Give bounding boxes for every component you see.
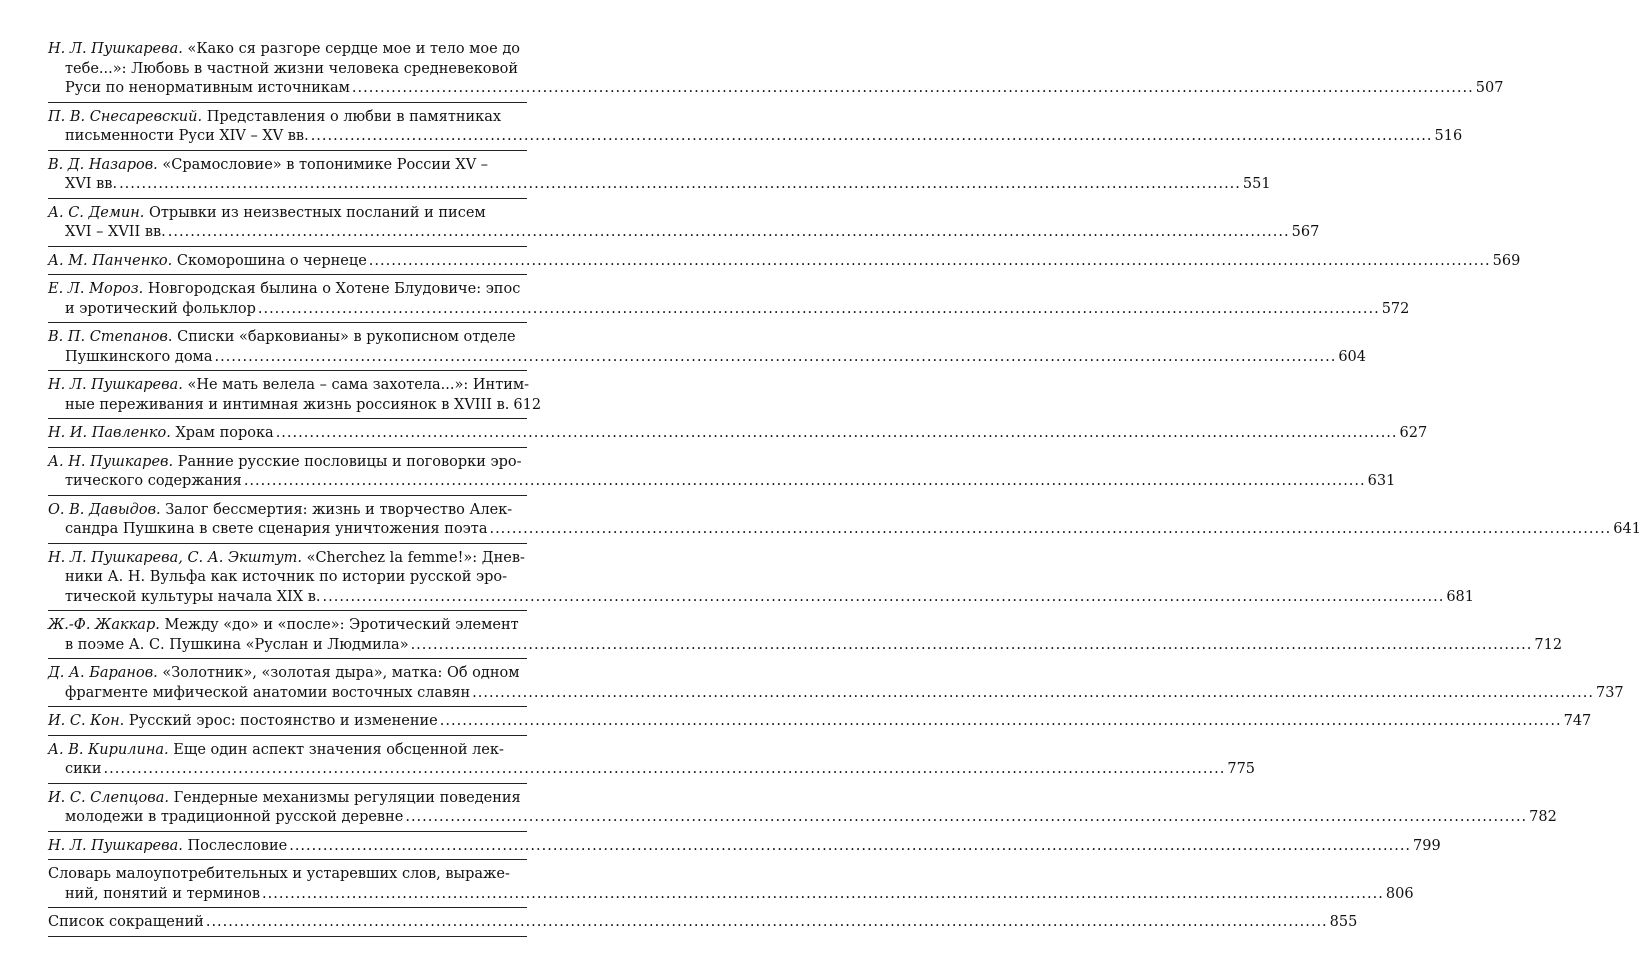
toc-entry[interactable] (48, 865, 1414, 908)
toc-entry-line (48, 712, 1592, 732)
toc-entry-text (48, 712, 438, 732)
toc-entry-text (65, 79, 350, 99)
toc-leader-dots: ........................................................................................................................................................................................................ (368, 252, 1491, 269)
toc-leader-dots: ........................................................................................................................................................................................................ (322, 588, 1445, 605)
toc-entry[interactable] (48, 616, 1563, 659)
toc-title-text: в поэме А. С. Пушкина «Руслан и Людмила» (65, 636, 409, 653)
toc-title-text: Ранние русские пословицы и поговорки эро- (177, 453, 522, 470)
toc-entry-line (48, 913, 1358, 933)
toc-entry[interactable] (48, 712, 1592, 736)
toc-entry-line (48, 664, 527, 684)
toc-page-number: 507 (1475, 80, 1504, 96)
toc-title-text: «Срамословие» в топонимике России XV – (162, 156, 489, 173)
toc-page-number: 799 (1413, 837, 1441, 854)
toc-entry-text (48, 157, 488, 173)
toc-entry[interactable] (48, 40, 1504, 103)
toc-page-number: 627 (1399, 425, 1428, 441)
toc-entry-text (65, 61, 518, 77)
toc-entry-text (48, 502, 512, 518)
toc-leader-dots: ........................................................................................................................................................................................................ (310, 128, 1433, 144)
toc-page-number: 516 (1434, 128, 1463, 144)
toc-entry-text (65, 348, 212, 368)
toc-entry[interactable] (48, 108, 1463, 151)
toc-entry-line (48, 396, 542, 416)
toc-page-number: 737 (1595, 684, 1624, 701)
toc-leader-dots: ........................................................................................................................................................................................................ (167, 224, 1290, 240)
toc-page-number: 806 (1385, 885, 1414, 902)
toc-entry-line (48, 108, 527, 128)
toc-author: Н. Л. Пушкарева, С. А. Экштут. (48, 549, 302, 566)
toc-entry-line (48, 472, 1396, 492)
toc-title-text: сандра Пушкина в свете сценария уничтожения поэта (65, 521, 488, 537)
toc-entry-text (48, 41, 520, 57)
toc-entry-line (48, 348, 1366, 368)
toc-page-number: 712 (1534, 636, 1563, 653)
toc-leader-dots: ........................................................................................................................................................................................................ (257, 300, 1380, 317)
toc-entry-text (65, 520, 487, 540)
toc-title-text: фрагменте мифической анатомии восточных славян (65, 684, 471, 701)
toc-title-text: Пушкинского дома (65, 348, 213, 365)
toc-entry-text (65, 472, 242, 492)
toc-entry-line (48, 175, 1271, 195)
toc-author: Н. Л. Пушкарева. (48, 41, 183, 57)
toc-author: Н. Л. Пушкарева. (48, 377, 183, 393)
toc-page-number: 747 (1563, 713, 1592, 729)
toc-title-text: тебе...»: Любовь в частной жизни человека средневековой (65, 60, 519, 77)
toc-title-text: тического содержания (65, 473, 242, 489)
toc-title-text: Залог бессмертия: жизнь и творчество Алек- (165, 501, 513, 518)
toc-entry-line (48, 300, 1410, 320)
toc-entry-text (48, 424, 274, 444)
toc-entry[interactable] (48, 376, 542, 419)
toc-entry-text (48, 742, 504, 758)
toc-title-text: Список сокращений (48, 914, 204, 930)
toc-author: А. М. Панченко. (48, 252, 173, 269)
toc-entry-line (48, 808, 1557, 828)
toc-title-text: Представления о любви в памятниках (206, 108, 502, 125)
toc-page-number: 604 (1338, 348, 1366, 365)
toc-author: В. П. Степанов. (48, 329, 173, 345)
toc-leader-dots: ........................................................................................................................................................................................................ (262, 885, 1384, 902)
toc-author: П. В. Снесаревский. (48, 108, 203, 125)
toc-leader-dots: ........................................................................................................................................................................................................ (410, 636, 1533, 653)
toc-entry[interactable] (48, 280, 1410, 323)
toc-entry-line (48, 501, 527, 521)
toc-entry-line (48, 789, 527, 809)
toc-title-text: ные переживания и интимная жизнь россиянок в XVIII в. (65, 396, 510, 413)
toc-title-text: «Не мать велела – сама захотела...»: Интим- (187, 377, 530, 393)
toc-entry-text (48, 281, 520, 297)
toc-entry-line (48, 204, 527, 224)
toc-entry-line (48, 549, 527, 569)
toc-entry-line (48, 223, 1320, 243)
toc-entry-line (48, 616, 527, 636)
toc-entry-line (48, 127, 1463, 147)
toc-entry-line (48, 424, 1428, 444)
toc-page-number: 775 (1227, 761, 1256, 777)
toc-entry-text (48, 866, 510, 882)
toc-author: А. С. Демин. (48, 204, 145, 221)
toc-title-text: ники А. Н. Вульфа как источник по истории русской эро- (65, 569, 508, 585)
toc-author: В. Д. Назаров. (48, 156, 158, 173)
toc-leader-dots: ........................................................................................................................................................................................................ (119, 176, 1241, 192)
toc-page-number: 782 (1529, 809, 1557, 825)
toc-author: Н. И. Павленко. (48, 425, 171, 441)
toc-title-text: ний, понятий и терминов (65, 885, 261, 902)
toc-entry-line (48, 60, 527, 80)
toc-title-text: Храм порока (175, 425, 274, 441)
toc-entry-text (65, 300, 256, 320)
toc-title-text: Послесловие (187, 837, 288, 854)
toc-entry-line (48, 453, 527, 473)
toc-entry[interactable] (48, 453, 1396, 496)
toc-entry-text (48, 252, 367, 272)
toc-entry-line (48, 684, 1624, 704)
toc-entry-line (48, 760, 1256, 780)
toc-author: Ж.-Ф. Жаккар. (48, 617, 160, 633)
toc-entry-text (65, 396, 509, 416)
toc-entry-line (48, 280, 527, 300)
toc-title-text: XVI – XVII вв. (65, 224, 166, 240)
toc-entry-line (48, 741, 527, 761)
toc-entry[interactable] (48, 789, 1557, 832)
toc-entry-text (48, 913, 204, 933)
toc-entry-line (48, 520, 1641, 540)
toc-leader-dots: ........................................................................................................................................................................................................ (472, 684, 1594, 701)
toc-entry-line (48, 40, 527, 60)
toc-leader-dots: ........................................................................................................................................................................................................ (205, 914, 1328, 930)
toc-author: А. Н. Пушкарев. (48, 453, 174, 470)
toc-entry[interactable] (48, 913, 1358, 937)
toc-title-text: письменности Руси XIV – XV вв. (65, 128, 309, 144)
toc-entry-text (48, 790, 521, 806)
toc-title-text: тической культуры начала XIX в. (65, 588, 321, 605)
toc-title-text: «Cherchez la femme!»: Днев- (306, 549, 525, 566)
toc-title-text: и эротический фольклор (65, 300, 256, 317)
toc-entry-line (48, 885, 1414, 905)
toc-entry-text (65, 588, 321, 608)
toc-entry-text (65, 175, 117, 195)
toc-title-text: Еще один аспект значения обсценной лек- (173, 741, 504, 758)
toc-entry[interactable] (48, 549, 1475, 612)
toc-entry-text (48, 454, 522, 470)
toc-entry-text (65, 808, 403, 828)
toc-leader-dots: ........................................................................................................................................................................................................ (489, 521, 1612, 537)
toc-entry-text (48, 205, 486, 221)
toc-title-text: Руси по ненормативным источникам (65, 80, 350, 96)
toc-entry-text (65, 760, 102, 780)
toc-entry-text (48, 329, 516, 345)
toc-page-number: 572 (1381, 300, 1410, 317)
toc-entry-line (48, 328, 527, 348)
toc-page-number: 641 (1613, 521, 1641, 537)
toc-author: О. В. Давыдов. (48, 501, 161, 518)
toc-entry-text (65, 569, 507, 585)
toc-author: А. В. Кирилина. (48, 741, 169, 758)
toc-entry-line (48, 865, 527, 885)
toc-entry-text (65, 127, 309, 147)
toc-entry-text (65, 223, 166, 243)
toc-entry-text (65, 885, 260, 905)
toc-title-text: Отрывки из неизвестных посланий и писем (149, 204, 486, 221)
toc-author: Н. Л. Пушкарева. (48, 837, 183, 854)
toc-entry-line (48, 252, 1521, 272)
toc-entry-line (48, 837, 1441, 857)
toc-leader-dots: ........................................................................................................................................................................................................ (405, 809, 1528, 825)
toc-title-text: Словарь малоупотребительных и устаревших слов, выраже- (48, 866, 510, 882)
toc-page-number: 612 (513, 396, 542, 413)
toc-title-text: Скоморошина о чернеце (176, 252, 367, 269)
toc-entry-text (48, 550, 525, 566)
toc-entry-line (48, 79, 1504, 99)
toc-leader-dots: ........................................................................................................................................................................................................ (214, 348, 1337, 365)
toc-entry-text (65, 684, 470, 704)
toc-title-text: «Како ся разгоре сердце мое и тело мое до (187, 41, 521, 57)
toc-title-text: молодежи в традиционной русской деревне (65, 809, 404, 825)
toc-title-text: Гендерные механизмы регуляции поведения (173, 789, 521, 806)
toc-author: И. С. Кон. (48, 713, 125, 729)
toc-page-number: 631 (1367, 473, 1396, 489)
toc-entry-text (48, 109, 501, 125)
toc-title-text: Новгородская былина о Хотене Блудовиче: эпос (147, 281, 521, 297)
toc-page-number: 567 (1291, 224, 1320, 240)
toc-title-text: Списки «барковианы» в рукописном отделе (177, 329, 516, 345)
toc-leader-dots: ........................................................................................................................................................................................................ (103, 761, 1226, 777)
toc-entry-line (48, 568, 527, 588)
toc-title-text: Русский эрос: постоянство и изменение (128, 713, 438, 729)
toc-entry[interactable] (48, 252, 1521, 276)
toc-entry-line (48, 588, 1475, 608)
toc-list (48, 40, 1641, 937)
toc-entry[interactable] (48, 741, 1256, 784)
toc-entry-line (48, 156, 527, 176)
toc-leader-dots: ........................................................................................................................................................................................................ (439, 713, 1562, 729)
toc-entry-line (48, 636, 1563, 656)
toc-entry-text (48, 377, 529, 393)
toc-entry-text (48, 617, 519, 633)
toc-page-number: 551 (1242, 176, 1271, 192)
toc-leader-dots: ........................................................................................................................................................................................................ (289, 837, 1412, 854)
toc-entry[interactable] (48, 204, 1320, 247)
toc-entry[interactable] (48, 501, 1641, 544)
toc-entry-line (48, 376, 530, 396)
toc-page-number: 569 (1492, 252, 1521, 269)
toc-title-text: сики (65, 761, 102, 777)
toc-leader-dots: ........................................................................................................................................................................................................ (351, 80, 1474, 96)
toc-entry-text (65, 636, 409, 656)
toc-leader-dots: ........................................................................................................................................................................................................ (275, 425, 1398, 441)
toc-leader-dots: ........................................................................................................................................................................................................ (243, 473, 1366, 489)
toc-title-text: «Золотник», «золотая дыра», матка: Об одном (162, 665, 520, 681)
toc-title-text: XVI вв. (65, 176, 118, 192)
toc-author: Д. А. Баранов. (48, 665, 158, 681)
toc-page-number: 681 (1446, 588, 1475, 605)
toc-author: Е. Л. Мороз. (48, 281, 144, 297)
toc-entry-text (48, 837, 287, 857)
toc-entry[interactable] (48, 156, 1271, 199)
toc-page-number: 855 (1329, 914, 1358, 930)
toc-entry[interactable] (48, 664, 1624, 707)
toc-title-text: Между «до» и «после»: Эротический элемент (164, 617, 519, 633)
toc-author: И. С. Слепцова. (48, 789, 169, 806)
toc-entry[interactable] (48, 424, 1428, 448)
toc-entry[interactable] (48, 837, 1441, 861)
toc-entry-text (48, 665, 520, 681)
toc-entry[interactable] (48, 328, 1366, 371)
